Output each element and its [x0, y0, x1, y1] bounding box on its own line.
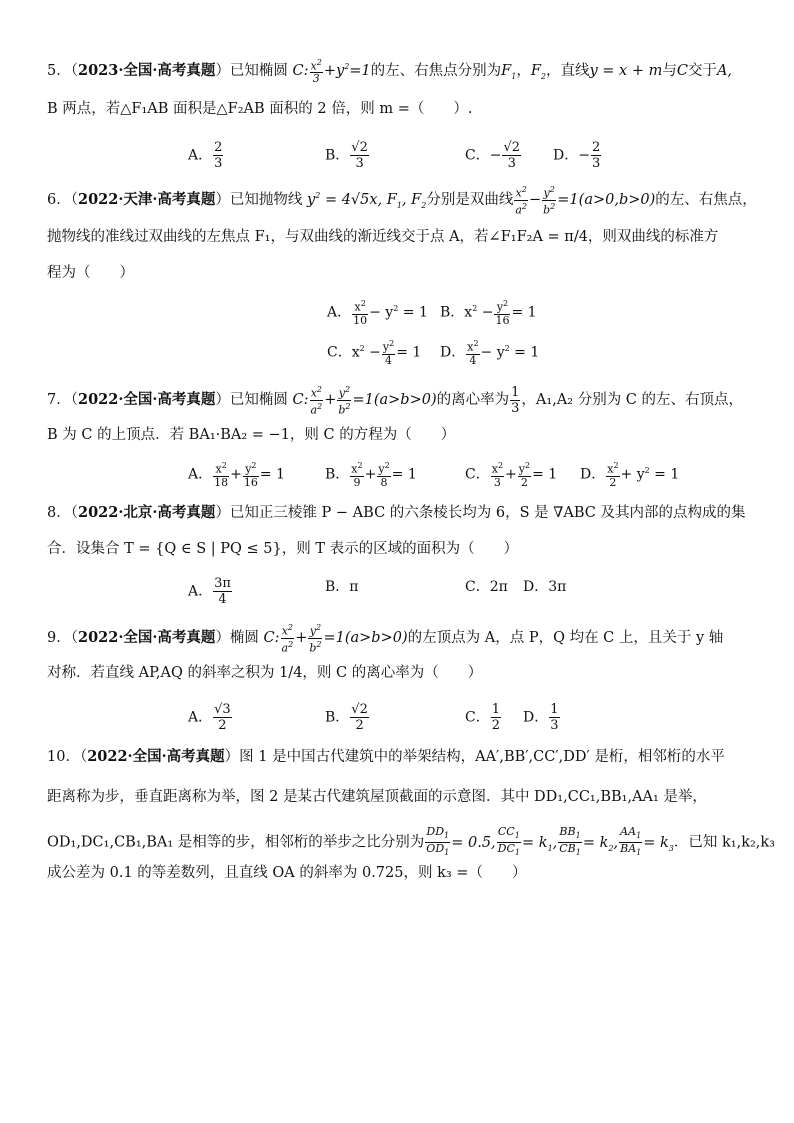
- q10-line-1: [47, 746, 725, 768]
- q10-number: 10．（: [47, 749, 88, 765]
- q10-line-4: 成公差为 0.1 的等差数列，且直线 OA 的斜率为 0.725，则 k₃ =（ ）: [47, 865, 527, 881]
- q6-text: ）已知抛物线: [215, 192, 303, 209]
- q6-option-d[interactable]: D． $\frac{x^2}{4}$ − $y^2 = 1$: [440, 339, 540, 367]
- q7-line-1: [47, 384, 743, 416]
- q8-source-tag: 2022·北京·高考真题: [77, 504, 216, 521]
- q7-line-2: B 为 C 的上顶点．若 BA₁·BA₂ = −1，则 C 的方程为（ ）: [47, 427, 456, 443]
- q7-option-c[interactable]: C． $\frac{x^2}{3}$ + $\frac{y^2}{2}$ = 1: [465, 461, 558, 489]
- q10-source-tag: 2022·全国·高考真题: [87, 748, 225, 765]
- q9-option-d[interactable]: D． $\frac{1}{3}$: [523, 702, 559, 733]
- q5-ellipse-equation: C: $\frac{x^2}{3}$ $+y^2=1$: [292, 57, 371, 86]
- q6-options-row-1: [0, 298, 794, 328]
- q8-line-2: 合．设集合 T = {Q ∈ S | PQ ≤ 5}，则 T 表示的区域的面积为（ ）: [47, 541, 519, 557]
- q9-number: 9．（: [47, 630, 78, 647]
- q5-text-2: 的左、右焦点分别为: [370, 62, 502, 79]
- q5-option-d[interactable]: D．− $\frac{2}{3}$: [553, 140, 601, 171]
- q9-option-a[interactable]: A． $\frac{√3}{2}$: [188, 702, 231, 733]
- q5-focus-1: $F_1$: [501, 62, 517, 81]
- q7-option-d[interactable]: D． $\frac{x^2}{2}$ + $y^2 = 1$: [580, 461, 680, 489]
- q10-text-3: OD₁,DC₁,CB₁,BA₁ 是相等的步，相邻桁的举步之比分别为: [47, 834, 425, 851]
- q9-option-b[interactable]: B． $\frac{√2}{2}$: [325, 702, 368, 733]
- q6-option-b[interactable]: B．$x^2$ − $\frac{y^2}{16}$ = 1: [440, 299, 537, 327]
- q5-line-2: B 两点，若△F₁AB 面积是△F₂AB 面积的 2 倍，则 m =（ ）.: [47, 101, 473, 117]
- q7-options: [0, 460, 794, 490]
- q6-options-row-2: [0, 338, 794, 368]
- q5-option-c[interactable]: C．− $\frac{√2}{3}$: [465, 140, 521, 171]
- q7-ellipse-equation: C: $\frac{x^2}{a^2}$ + $\frac{y^2}{b^2}$ =1(a>b>0): [292, 385, 437, 417]
- q9-source-tag: 2022·全国·高考真题: [77, 629, 216, 647]
- q5-text-5: 交于: [687, 62, 717, 79]
- q10-line-3: [47, 826, 775, 860]
- q6-option-c[interactable]: C．$x^2$ − $\frac{y^2}{4}$ = 1: [327, 339, 422, 367]
- q5-focus-2: $F_2$: [530, 62, 546, 81]
- q8-option-c[interactable]: C．2π: [465, 579, 508, 595]
- q6-option-a[interactable]: A． $\frac{x^2}{10}$ − $y^2 = 1$: [327, 299, 428, 327]
- q7-eccentricity: $\frac{1}{3}$: [511, 384, 520, 416]
- q8-number: 8．（: [47, 505, 78, 521]
- q5-option-b[interactable]: B． $\frac{√2}{3}$: [325, 140, 368, 171]
- q5-line-1: [47, 56, 732, 88]
- q9-option-c[interactable]: C． $\frac{1}{2}$: [465, 702, 500, 733]
- q7-text: ）已知椭圆: [215, 392, 288, 409]
- q5-source-tag: 2023·全国·高考真题: [77, 61, 216, 79]
- q8-option-a[interactable]: A． $\frac{3\pi}{4}$: [188, 576, 231, 607]
- q5-text: ）已知椭圆: [215, 62, 288, 79]
- q6-text-3: 的左、右焦点，: [655, 192, 757, 209]
- q10-line-2: 距离称为步，垂直距离称为举，图 2 是某古代建筑屋顶截面的示意图．其中 DD₁,CC₁,BB₁,AA₁ 是举，: [47, 789, 707, 805]
- q7-source-tag: 2022·全国·高考真题: [77, 391, 216, 409]
- q10-text: ）图 1 是中国古代建筑中的举架结构，AA′,BB′,CC′,DD′ 是桁，相邻桁的水平: [224, 749, 725, 765]
- q9-ellipse-equation: C: $\frac{x^2}{a^2}$ + $\frac{y^2}{b^2}$ =1(a>b>0): [263, 623, 408, 655]
- q7-option-b[interactable]: B． $\frac{x^2}{9}$ + $\frac{y^2}{8}$ = 1: [325, 461, 417, 489]
- q7-text-2: 的离心率为: [436, 392, 510, 409]
- q5-number: 5．（: [47, 62, 78, 79]
- q8-options: [0, 576, 794, 606]
- q7-number: 7．（: [47, 392, 78, 409]
- q6-number: 6．（: [47, 192, 78, 209]
- q10-text-4: ．已知 k₁,k₂,k₃: [673, 834, 775, 851]
- q7-option-a[interactable]: A． $\frac{x^2}{18}$ + $\frac{y^2}{16}$ = 1: [188, 461, 285, 489]
- q10-ratio-equations: $\frac{DD_1}{OD_1}$ = 0.5, $\frac{CC_1}{DC_1}$ = $k_1$, $\frac{BB_1}{CB_1}$ = $k_2$, $\frac{AA_1}{BA_1}$ = $k_3$: [426, 825, 674, 858]
- q8-option-d[interactable]: D．3π: [523, 579, 567, 595]
- q6-hyperbola-equation: $\frac{x^2}{a^2}$ − $\frac{y^2}{b^2}$ =1(a>0,b>0): [515, 185, 656, 217]
- q5-options: [0, 140, 794, 170]
- q9-text: ）椭圆: [215, 630, 259, 647]
- q5-comma: ，: [516, 62, 531, 79]
- q9-text-2: 的左顶点为 A，点 P，Q 均在 C 上，且关于 y 轴: [407, 630, 724, 647]
- q5-text-4: 与: [662, 62, 677, 79]
- q6-parabola-equation: $y^2 = 4√5x$, $F_1$, $F_2$: [307, 191, 427, 211]
- q6-source-tag: 2022·天津·高考真题: [77, 191, 216, 209]
- q5-line-equation: y = x + m: [589, 62, 663, 79]
- q5-a: A,: [716, 62, 733, 79]
- q8-text: ）已知正三棱锥 P − ABC 的六条棱长均为 6，S 是 ∇ABC 及其内部的点构成的集: [215, 505, 746, 521]
- q7-text-3: ，A₁,A₂ 分别为 C 的左、右顶点，: [521, 392, 744, 409]
- q6-line-3: 程为（ ）: [47, 265, 134, 281]
- q6-text-2: 分别是双曲线: [426, 192, 514, 209]
- q5-c: C: [676, 62, 688, 79]
- q5-option-a[interactable]: A． $\frac{2}{3}$: [188, 140, 223, 171]
- q5-text-3: ，直线: [545, 62, 590, 79]
- q6-line-1: [47, 184, 757, 217]
- q9-line-1: [47, 622, 723, 654]
- q9-line-2: 对称．若直线 AP,AQ 的斜率之积为 1/4，则 C 的离心率为（ ）: [47, 665, 483, 681]
- q8-option-b[interactable]: B．π: [325, 579, 359, 595]
- q9-options: [0, 702, 794, 732]
- q6-line-2: 抛物线的准线过双曲线的左焦点 F₁，与双曲线的渐近线交于点 A，若∠F₁F₂A = π/4，则双曲线的标准方: [47, 229, 719, 245]
- q8-line-1: [47, 502, 745, 524]
